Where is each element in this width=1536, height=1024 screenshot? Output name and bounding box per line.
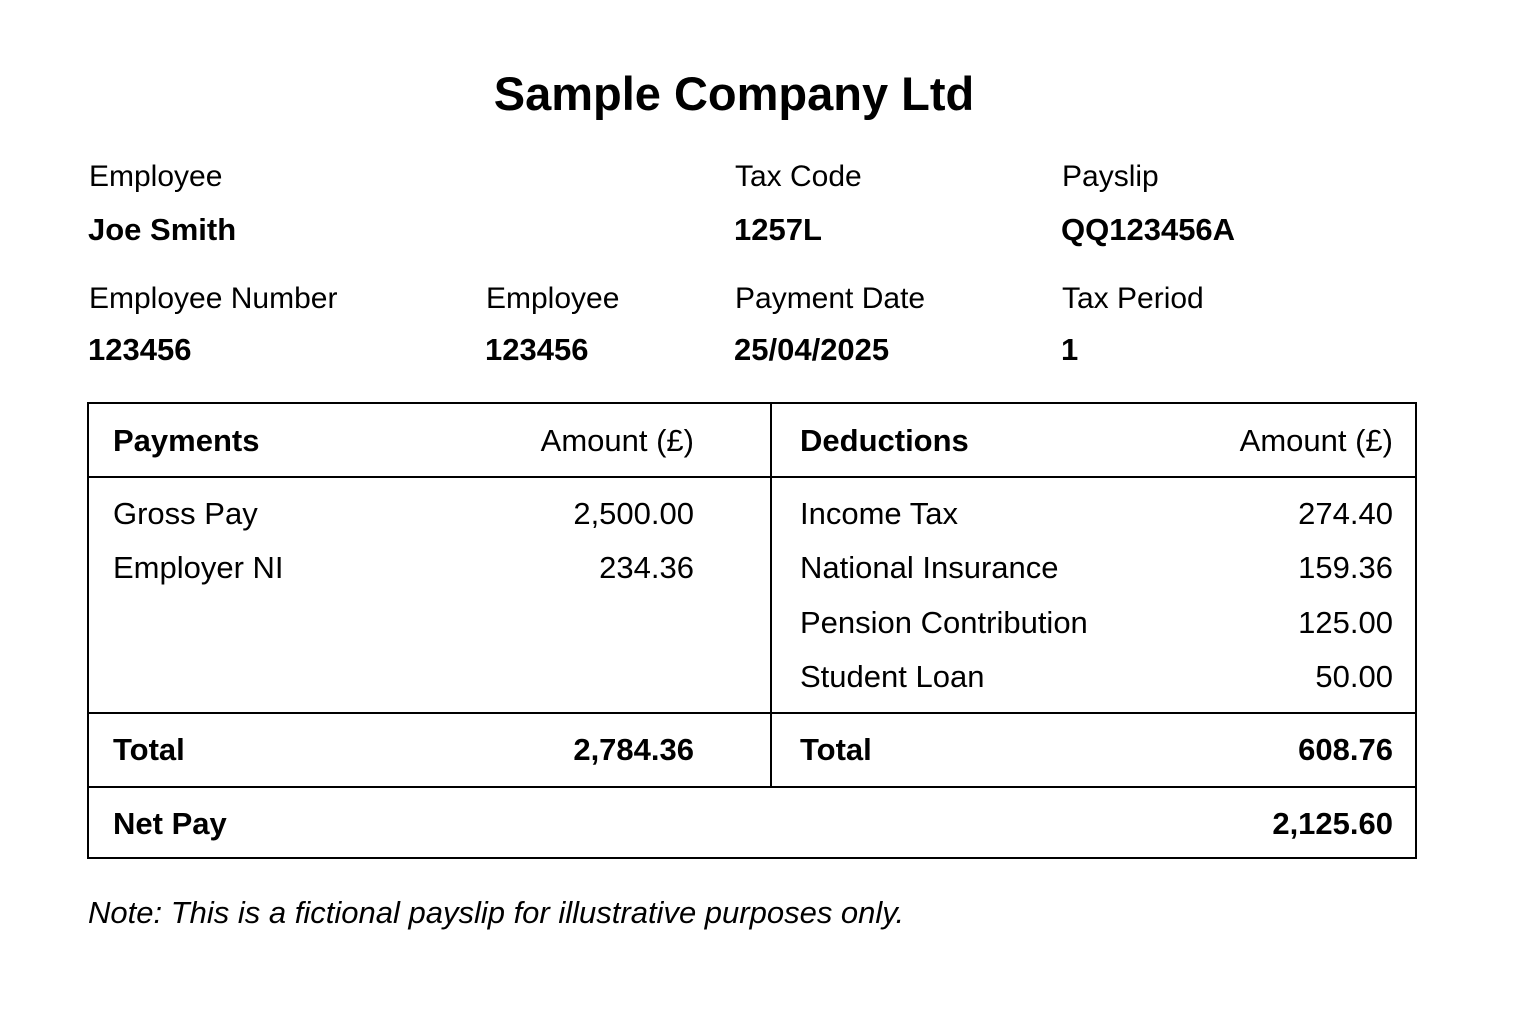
payment-date-label: Payment Date xyxy=(735,282,926,315)
deduction-row-amount: 125.00 xyxy=(1298,605,1393,640)
payment-row-amount: 234.36 xyxy=(599,550,694,585)
deduction-row-label: Student Loan xyxy=(800,659,985,694)
deductions-total-amount: 608.76 xyxy=(1298,732,1393,767)
net-pay-divider xyxy=(89,786,1415,788)
net-pay-amount: 2,125.60 xyxy=(1272,806,1393,841)
tax-period-label: Tax Period xyxy=(1062,282,1204,315)
payments-amount-header: Amount (£) xyxy=(540,423,694,458)
deduction-row-amount: 274.40 xyxy=(1298,496,1393,531)
total-divider xyxy=(89,712,1415,714)
payslip-label: Payslip xyxy=(1062,160,1159,193)
employee-number-label: Employee Number xyxy=(89,282,338,315)
payslip-value: QQ123456A xyxy=(1061,212,1236,247)
deduction-row-label: Income Tax xyxy=(800,496,958,531)
deductions-total-label: Total xyxy=(800,732,872,767)
payments-total-label: Total xyxy=(113,732,185,767)
net-pay-label: Net Pay xyxy=(113,806,227,841)
deductions-header: Deductions xyxy=(800,423,969,458)
employee-number-value: 123456 xyxy=(88,332,192,367)
column-divider xyxy=(770,404,772,786)
deduction-row-amount: 50.00 xyxy=(1315,659,1393,694)
tax-period-value: 1 xyxy=(1061,332,1079,367)
disclaimer-note: Note: This is a fictional payslip for illustrative purposes only. xyxy=(88,895,905,930)
tax-code-value: 1257L xyxy=(734,212,822,247)
employee-name-value: Joe Smith xyxy=(88,212,237,247)
header-divider xyxy=(89,476,1415,478)
tax-code-label: Tax Code xyxy=(735,160,862,193)
payslip-table xyxy=(87,402,1417,859)
deduction-row-label: National Insurance xyxy=(800,550,1059,585)
payment-row-amount: 2,500.00 xyxy=(573,496,694,531)
deduction-row-amount: 159.36 xyxy=(1298,550,1393,585)
employee-name-label: Employee xyxy=(89,160,223,193)
payments-total-amount: 2,784.36 xyxy=(573,732,694,767)
payment-row-label: Employer NI xyxy=(113,550,284,585)
company-title: Sample Company Ltd xyxy=(493,67,975,120)
employee-id-value: 123456 xyxy=(485,332,589,367)
payment-row-label: Gross Pay xyxy=(113,496,258,531)
payments-header: Payments xyxy=(113,423,260,458)
payment-date-value: 25/04/2025 xyxy=(734,332,890,367)
deductions-amount-header: Amount (£) xyxy=(1239,423,1393,458)
deduction-row-label: Pension Contribution xyxy=(800,605,1088,640)
employee-id-label: Employee xyxy=(486,282,620,315)
